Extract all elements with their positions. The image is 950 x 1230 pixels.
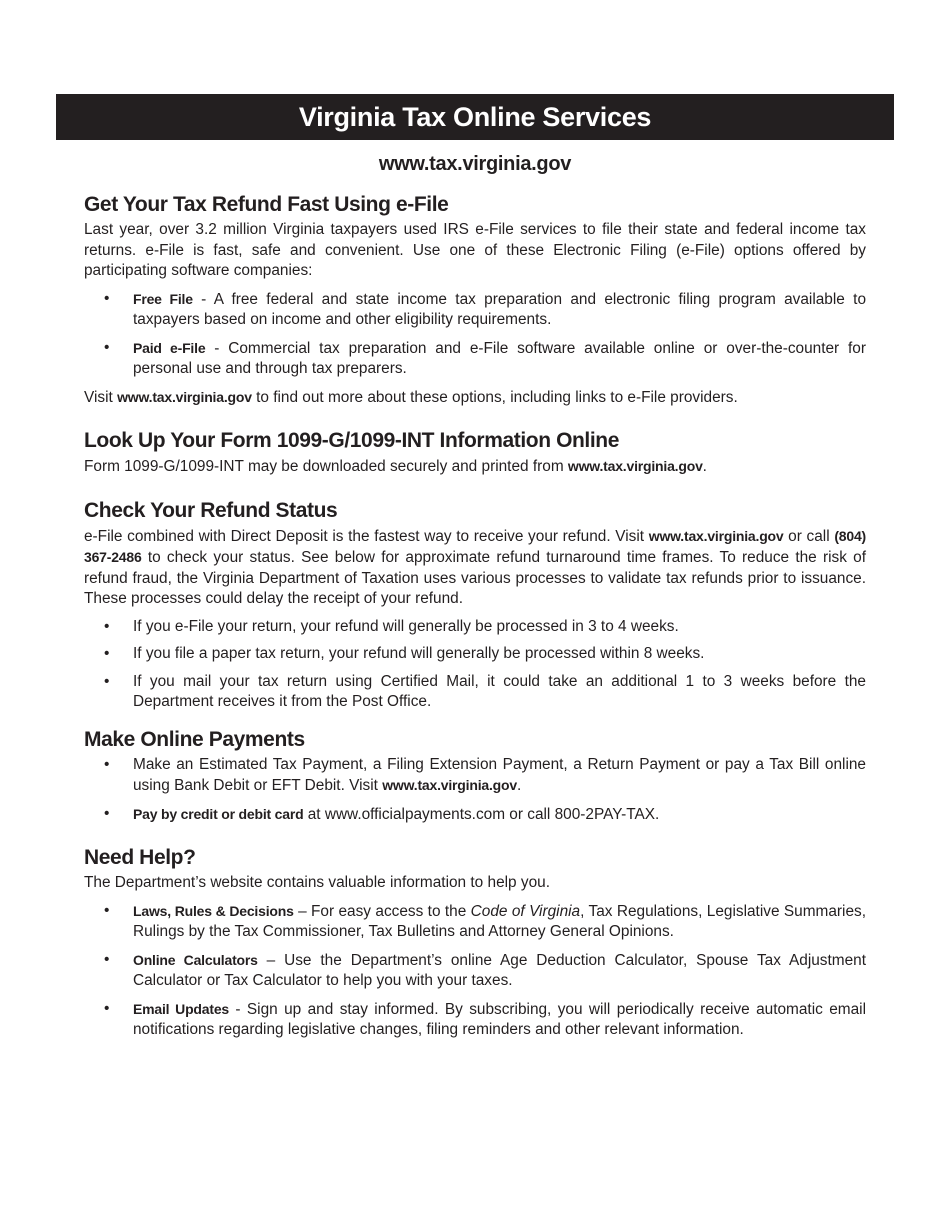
laws-label: Laws, Rules & Decisions [133,902,294,919]
payments-link[interactable]: www.tax.virginia.gov [382,777,517,793]
refund-timeframes-list [84,617,866,713]
refund-phone: (804) 367-2486 [84,527,866,565]
efile-visit-text: Visit www.tax.virginia.gov to find out more about these options, including links to e-File providers. [84,388,738,406]
payments-heading: Make Online Payments [84,727,305,751]
list-item: • If you mail your tax return using Certified Mail, it could take an additional 1 to 3 weeks before the Department receives it from the Post Office. [84,672,866,713]
form1099-link[interactable]: www.tax.virginia.gov [567,458,703,474]
list-item: • If you file a paper tax return, your refund will generally be processed within 8 weeks. [84,644,866,665]
form1099-text: Form 1099-G/1099-INT may be downloaded securely and printed from www.tax.virginia.gov. [84,458,707,475]
refund-heading: Check Your Refund Status [84,498,338,522]
paid-efile-label: Paid e-File [133,339,206,356]
credit-card-label: Pay by credit or debit card [133,805,304,822]
refund-link[interactable]: www.tax.virginia.gov [648,527,784,544]
form1099-heading: Look Up Your Form 1099-G/1099-INT Information Online [84,429,620,452]
efile-heading: Get Your Tax Refund Fast Using e-File [84,193,449,216]
payments-list [84,755,866,826]
list-item-email-updates: • Email Updates - Sign up and stay informed. By subscribing, you will periodically receive automatic email notifications regarding legislative changes, filing reminders and other relevant information. [84,999,866,1041]
list-item-credit-card: • Pay by credit or debit card at www.officialpayments.com or call 800-2PAY-TAX. [84,804,866,826]
list-item-laws: • Laws, Rules & Decisions – For easy access to the Code of Virginia, Tax Regulations, Legislative Summaries, Rulings by the Tax Commissioner, Tax Bulletins and Attorney General Opinions. [84,901,866,943]
refund-text: e-File combined with Direct Deposit is the fastest way to receive your refund. Visit www.tax.virginia.gov or call (804) 367-2486 to check your status. See below for approximate refund turnaround time frames. To reduce the risk of refund fraud, the Virginia Department of Taxation uses various processes to validate tax refunds prior to issuance. These processes could delay the receipt of your refund. [84,527,866,607]
help-heading: Need Help? [84,846,196,869]
efile-visit-link[interactable]: www.tax.virginia.gov [117,388,252,405]
calculators-label: Online Calculators [133,951,258,968]
list-item: • If you e-File your return, your refund will generally be processed in 3 to 4 weeks. [84,617,866,638]
efile-intro: Last year, over 3.2 million Virginia taxpayers used IRS e-File services to file their state and federal income tax returns. e-File is fast, safe and convenient. Use one of these Electronic Filing (e-File) options offered by participating software companies: [84,221,866,279]
help-intro: The Department’s website contains valuable information to help you. [84,874,550,891]
help-list [84,901,866,1041]
free-file-label: Free File [133,290,193,307]
email-updates-label: Email Updates [133,1000,229,1017]
site-url[interactable]: www.tax.virginia.gov [378,153,572,175]
list-item-free-file: • Free File - A free federal and state income tax preparation and electronic filing program available to taxpayers based on income and other eligibility requirements. [84,289,866,331]
efile-options-list [84,289,866,380]
list-item-estimated-payment: • Make an Estimated Tax Payment, a Filing Extension Payment, a Return Payment or pay a Tax Bill online using Bank Debit or EFT Debit. Visit www.tax.virginia.gov. [84,755,866,797]
list-item-calculators: • Online Calculators – Use the Department’s online Age Deduction Calculator, Spouse Tax Adjustment Calculator or Tax Calculator to help you with your taxes. [84,950,866,992]
main-content [84,190,866,1041]
list-item-paid-efile: • Paid e-File - Commercial tax preparation and e-File software available online or over-the-counter for personal use and through tax preparers. [84,338,866,380]
page-title: Virginia Tax Online Services [56,94,894,140]
